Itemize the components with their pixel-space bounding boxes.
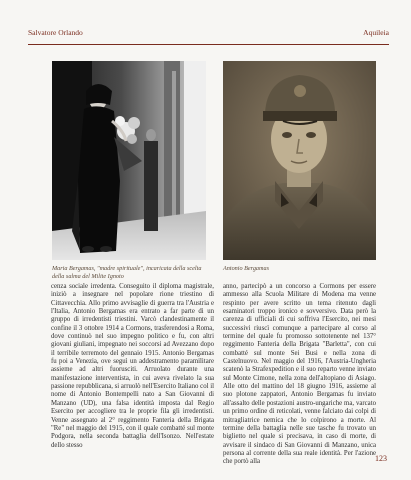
photo-antonio-bergamas [223, 61, 376, 260]
body-text-right: anno, partecipò a un concorso a Cormons per essere ammesso alla Scuola Militare di Modena ma venne respinto per avere scritto un tema ritenuto dagli esaminatori troppo ironico e sovversivo. Data però la carenza di ufficiali di cui soffriva l'Esercito, nei mesi successivi riuscì comunque a partecipare al corso al termine del quale fu promosso sottotenente nel 137° reggimento Fanteria della Brigata "Barletta", con cui combatté sul monte Sei Busi e nella zona di Castelnuovo. Nel maggio del 1916, l'Austria-Ungheria scatenò la Strafexpedition e il suo reparto venne inviato sul Monte Cimone, nella zona dell'altopiano di Asiago. Alle otto del mattino del 18 giugno 1916, assieme al suo plotone zappatori, Antonio Bergamas fu inviato all'assalto delle postazioni austro-ungariche ma, varcato un primo ordine di reticolati, venne falciato dai colpi di mitragliatrice nemica che lo colpirono a morte. Al termine della battaglia nelle sue tasche fu trovato un biglietto nel quale si precisava, in caso di morte, di avvisare il sindaco di San Giovanni di Manzano, unica persona al corrente della sua reale identità. Per l'azione che portò alla [223, 283, 376, 466]
photo-caption-left: Maria Bergamas, "madre spirituale", incaricata della scelta della salma del Milite Ignoto [52, 265, 202, 280]
body-text-left: cenza sociale irredenta. Conseguito il diploma magistrale, iniziò a insegnare nel popolare rione triestino di Cittavecchia. Allo primo avvisaglie di guerra tra l'Austria e l'Italia, Antonio Bergamas era entrato a far parte di un gruppo di irredentisti triestini. Varcò clandestinamente il confine il 3 ottobre 1914 a Cormons, trasferendosi a Roma, dove continuò nel suo impegno politico e fu, con altri giovani giuliani, impegnato nei soccorsi ad Avezzano dopo il terribile terremoto del gennaio 1915. Antonio Bergamas fu poi a Venezia, ove seguì un addestramento paramilitare assieme ad altri fuorusciti. Arruolato durante una manifestazione interventista, in cui aveva rivelato la sua passione repubblicana, si arruolò nell'Esercito Italiano col il nome di Antonio Bontempelli nato a San Giovanni di Manzano (UD), una falsa identità imposta dal Regio Esercito per accogliere tra le proprie fila gli irredentisti. Venne assegnato al 2° reggimento Fanteria della Brigata "Re" nel maggio del 1915, con il quale combatté sul monte Podgora, nella seconda battaglia dell'Isonzo. Nell'estate dello stesso [51, 283, 214, 449]
body-column-right [223, 283, 376, 467]
running-header [28, 28, 389, 40]
header-section: Aquileia [363, 28, 389, 37]
photo-caption-right: Antonio Bergamas [223, 265, 270, 272]
page-number: 123 [375, 454, 387, 463]
photo-maria-bergamas [52, 61, 206, 260]
body-column-left [51, 283, 214, 450]
header-rule [28, 44, 389, 45]
header-author: Salvatore Orlando [28, 28, 83, 37]
